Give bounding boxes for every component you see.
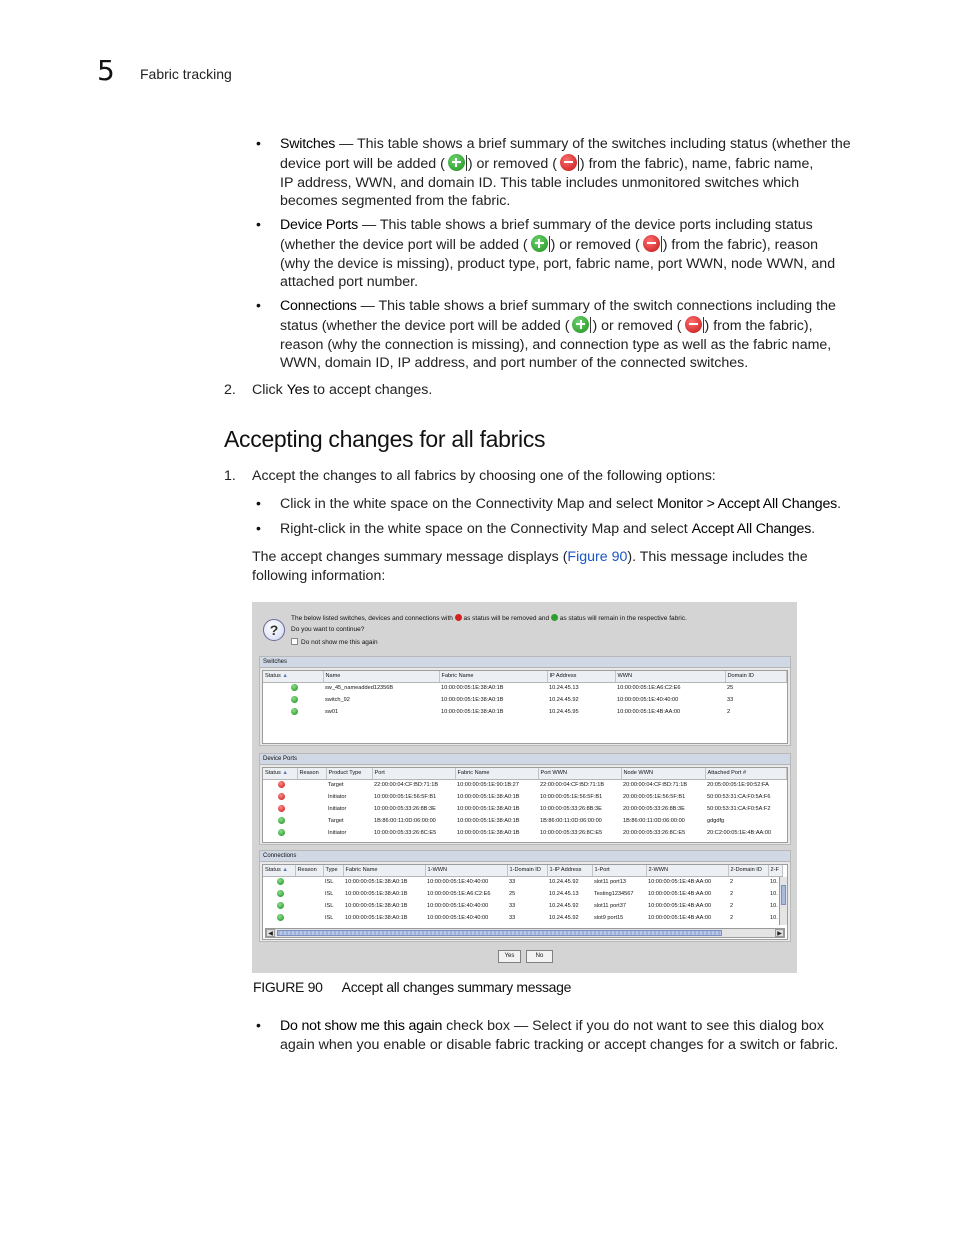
- bullet-line2-b: ) or removed (: [592, 317, 682, 334]
- table-row[interactable]: [263, 803, 787, 815]
- column-header[interactable]: [439, 671, 547, 682]
- table-cell: 10:00:00:05:1E:4B:AA:00: [648, 903, 712, 909]
- column-header[interactable]: [646, 865, 728, 876]
- table-cell: 20:C2:00:05:1E:4B:AA:00: [707, 830, 772, 836]
- table-cell: slot9 port15: [594, 915, 624, 921]
- dont-show-checkbox-label: Do not show me this again: [301, 639, 378, 646]
- table-cell: Initiator: [328, 830, 347, 836]
- table-cell: 20:05:00:05:1E:90:52:FA: [707, 782, 769, 789]
- column-header-label: Name: [325, 673, 341, 680]
- step-2-term: Yes: [286, 382, 310, 398]
- table-cell: 2: [730, 879, 734, 886]
- table-cell: ISL: [325, 879, 334, 886]
- table-cell: 33: [509, 915, 516, 921]
- figure-caption: [253, 979, 571, 995]
- column-header-label: 1-IP Address: [549, 867, 582, 874]
- column-header[interactable]: [263, 768, 297, 779]
- summary-line2: following information:: [252, 567, 386, 584]
- table-cell: 10:00:00:05:1E:38:A0:1B: [457, 830, 520, 836]
- table-cell: 2: [730, 903, 734, 909]
- column-header[interactable]: [547, 671, 615, 682]
- bullet-dot: •: [256, 520, 261, 536]
- table-cell: 10:00:00:05:1E:38:A0:1B: [441, 697, 504, 703]
- table-cell: Initiator: [328, 806, 347, 812]
- connections-panel-title: Connections: [260, 851, 790, 862]
- add-status-icon: [291, 696, 298, 703]
- table-cell: [295, 912, 323, 924]
- option-1-pre: Click in the white space on the Connectivity Map and select: [280, 496, 657, 512]
- bullet-line2-b: ) or removed (: [467, 155, 557, 172]
- option-1: [280, 495, 841, 514]
- bullet-line1: — This table shows a brief summary of the switches including status (whether the: [335, 136, 851, 152]
- table-cell: 10:00:00:05:1E:38:A0:1B: [441, 685, 504, 692]
- chapter-number: 5: [97, 54, 115, 87]
- remove-status-icon: [685, 316, 702, 333]
- bullet-line2-c: ) from the fabric),: [704, 317, 813, 334]
- table-cell: 22:00:00:04:CF:BD:71:1B: [374, 782, 439, 789]
- table-cell: 10:00:00:05:1E:4B:AA:00: [648, 879, 712, 886]
- bullet-line2-a: (whether the device port will be added (: [280, 236, 528, 253]
- icon-divider: [466, 155, 467, 171]
- switches-panel-title: Switches: [260, 657, 790, 668]
- table-cell: 10:00:00:05:1E:40:40:00: [617, 697, 679, 703]
- column-header-label: Status: [265, 867, 281, 874]
- table-cell: 20:00:00:05:33:26:8B:3E: [623, 806, 685, 812]
- figure-link[interactable]: Figure 90: [567, 549, 628, 565]
- column-header[interactable]: [768, 865, 783, 876]
- caption-label: FIGURE 90: [253, 979, 323, 995]
- table-row[interactable]: [263, 912, 783, 924]
- table-cell: 22:00:00:04:CF:BD:71:1B: [540, 782, 605, 789]
- sort-ascending-icon: ▲: [280, 770, 288, 777]
- column-header[interactable]: [728, 865, 768, 876]
- column-header[interactable]: [455, 768, 538, 779]
- table-cell: 2: [727, 709, 731, 715]
- bullet-dot: •: [256, 216, 261, 232]
- table-cell: 10:00:00:05:33:26:8B:3E: [374, 806, 436, 812]
- device-ports-grid: [263, 768, 787, 839]
- column-header[interactable]: [425, 865, 507, 876]
- add-status-icon: [278, 829, 285, 836]
- column-header[interactable]: [323, 865, 343, 876]
- step-2-pre: Click: [252, 382, 287, 398]
- table-cell: 10.: [770, 903, 778, 909]
- message-part-b: as status will be removed and: [461, 615, 551, 622]
- bullet-term: Device Ports: [280, 217, 359, 233]
- table-cell: 10:00:00:05:1E:4B:AA:00: [648, 891, 712, 897]
- column-header[interactable]: [507, 865, 547, 876]
- column-header-label: Reason: [299, 770, 319, 777]
- table-cell: 10.: [770, 915, 778, 921]
- bottom-bullet-term: Do not show me this again: [280, 1018, 443, 1034]
- table-cell: slot11 port13: [594, 879, 626, 886]
- table-cell: ISL: [325, 915, 334, 921]
- bullet-dot: •: [256, 1017, 261, 1033]
- dialog-question: Do you want to continue?: [291, 626, 365, 633]
- add-status-icon: [551, 614, 558, 621]
- column-header-label: Port: [374, 770, 385, 777]
- add-status-icon: [291, 684, 298, 691]
- table-cell: 10:00:00:05:33:26:8C:E5: [374, 830, 437, 836]
- table-cell: [297, 803, 326, 815]
- status-cell: [263, 803, 297, 815]
- column-header-label: Product Type: [328, 770, 362, 777]
- bottom-bullet: [280, 1017, 838, 1055]
- table-cell: 10.: [770, 891, 778, 897]
- column-header-label: Status: [265, 770, 281, 777]
- dont-show-checkbox[interactable]: [291, 638, 298, 645]
- table-cell: 2: [730, 891, 734, 897]
- table-cell: 10.24.45.92: [549, 879, 579, 886]
- vertical-scroll-thumb[interactable]: [781, 885, 786, 905]
- table-cell: Testing1234567: [594, 891, 634, 897]
- column-header-label: Reason: [297, 867, 317, 874]
- table-cell: 50:00:53:31:CA:F0:5A:F6: [707, 794, 771, 800]
- table-cell: slot11 port37: [594, 903, 626, 909]
- table-cell: [295, 876, 323, 888]
- table-cell: 10:00:00:05:33:26:8B:3E: [540, 806, 602, 812]
- column-header-label: Node WWN: [623, 770, 654, 777]
- add-status-icon: [291, 708, 298, 715]
- table-row[interactable]: [263, 900, 783, 912]
- column-header[interactable]: [326, 768, 372, 779]
- add-status-icon: [277, 902, 284, 909]
- table-cell: 1B:86:00:11:0D:06:00:00: [374, 818, 436, 824]
- add-status-icon: [531, 235, 548, 252]
- table-cell: 10:00:00:05:1E:38:A0:1B: [441, 709, 504, 715]
- bullet-line3: (why the device is missing), product type, port, fabric name, port WWN, node WWN, and: [280, 255, 836, 272]
- no-button[interactable]: No: [526, 950, 553, 963]
- table-row[interactable]: [263, 888, 783, 900]
- table-cell: 50:00:53:31:CA:F0:5A:F2: [707, 806, 771, 812]
- question-icon: ?: [263, 619, 285, 641]
- table-row[interactable]: [263, 791, 787, 803]
- top-bullet-item: [280, 216, 835, 292]
- table-cell: [295, 888, 323, 900]
- table-row[interactable]: [263, 779, 787, 791]
- table-cell: 10:00:00:05:1E:4B:AA:00: [617, 709, 681, 715]
- table-cell: 10:00:00:05:1E:38:A0:1B: [457, 818, 520, 824]
- switches-table: [262, 670, 788, 744]
- bullet-term: Connections: [280, 298, 357, 314]
- table-cell: [297, 827, 326, 839]
- sort-ascending-icon: ▲: [280, 673, 288, 680]
- column-header[interactable]: [592, 865, 646, 876]
- table-cell: 10.24.45.13: [549, 685, 579, 692]
- dont-show-checkbox-row[interactable]: [291, 637, 378, 648]
- column-header[interactable]: [343, 865, 425, 876]
- column-header-label: Attached Port #: [707, 770, 747, 777]
- scroll-left-arrow-icon[interactable]: ◀: [266, 929, 275, 937]
- horizontal-scroll-thumb[interactable]: [277, 930, 722, 936]
- figure-dialog-screenshot: [252, 602, 797, 973]
- bullet-line4: WWN, domain ID, IP address, and port number of the connected switches.: [280, 355, 749, 372]
- table-cell: [295, 900, 323, 912]
- column-header[interactable]: [538, 768, 621, 779]
- column-header-label: WWN: [617, 673, 633, 680]
- bullet-dot: •: [256, 297, 261, 313]
- table-cell: 2: [730, 915, 734, 921]
- table-cell: 10.24.45.92: [549, 697, 579, 703]
- table-row[interactable]: [263, 876, 783, 888]
- add-status-icon: [278, 817, 285, 824]
- option-2-post: .: [811, 521, 816, 537]
- column-header-label: IP Address: [549, 673, 577, 680]
- summary-pre: The accept changes summary message displays (: [252, 549, 568, 565]
- table-cell: 10:00:00:05:33:26:8C:E5: [540, 830, 603, 836]
- bullet-line2-b: ) or removed (: [550, 236, 640, 253]
- icon-divider: [703, 317, 704, 333]
- column-header[interactable]: [621, 768, 705, 779]
- table-cell: 10:00:00:05:1E:4B:AA:00: [648, 915, 712, 921]
- table-cell: 20:00:00:05:33:26:8C:E5: [623, 830, 686, 836]
- table-cell: 20:00:00:04:CF:BD:71:1B: [623, 782, 688, 789]
- table-cell: 10:00:00:05:1E:40:40:00: [427, 879, 489, 886]
- table-cell: 33: [727, 697, 734, 703]
- table-cell: Target: [328, 782, 344, 789]
- add-status-icon: [572, 316, 589, 333]
- table-cell: 10.24.45.92: [549, 915, 579, 921]
- table-cell: 10:00:00:05:1E:90:1B:27: [457, 782, 519, 789]
- device-ports-panel: [259, 753, 791, 845]
- table-cell: sw01: [325, 709, 339, 715]
- bullet-line4: attached port number.: [280, 274, 419, 291]
- connections-grid: [263, 865, 783, 924]
- table-cell: 10:00:00:05:1E:38:A0:1B: [457, 806, 520, 812]
- table-cell: 10:00:00:05:1E:40:40:00: [427, 915, 489, 921]
- dialog-message: [291, 613, 687, 648]
- table-cell: 10:00:00:05:1E:38:A0:1B: [345, 903, 408, 909]
- remove-status-icon: [455, 614, 462, 621]
- table-cell: 10:00:00:05:1E:40:40:00: [427, 903, 489, 909]
- bullet-line1: — This table shows a brief summary of the switch connections including the: [356, 298, 836, 314]
- bottom-bullet-line2: again when you enable or disable fabric tracking or accept changes for a switch or fabric.: [280, 1036, 839, 1053]
- column-header[interactable]: [372, 768, 455, 779]
- column-header[interactable]: [547, 865, 592, 876]
- bullet-dot: •: [256, 495, 261, 511]
- column-header[interactable]: [323, 671, 439, 682]
- table-cell: 10.: [770, 879, 778, 886]
- table-cell: 1B:86:00:11:0D:06:00:00: [540, 818, 602, 824]
- bullet-line2-a: device port will be added (: [280, 155, 445, 172]
- status-cell: [263, 912, 295, 924]
- column-header[interactable]: [725, 671, 787, 682]
- option-2: [280, 520, 815, 539]
- table-cell: 20:00:00:05:1E:56:5F:B1: [623, 794, 686, 800]
- status-cell: [263, 876, 295, 888]
- status-cell: [263, 694, 323, 706]
- column-header-label: Port WWN: [540, 770, 567, 777]
- bullet-line2-a: status (whether the device port will be added (: [280, 317, 570, 334]
- column-header-label: 1-Domain ID: [509, 867, 541, 874]
- remove-status-icon: [278, 805, 285, 812]
- table-cell: 1B:86:00:11:0D:06:00:00: [623, 818, 685, 824]
- remove-status-icon: [643, 235, 660, 252]
- message-part-a: The below listed switches, devices and connections with: [291, 615, 455, 622]
- connections-table: [262, 864, 788, 940]
- option-2-term: Accept All Changes: [691, 521, 812, 537]
- column-header[interactable]: [705, 768, 787, 779]
- table-cell: [297, 815, 326, 827]
- table-cell: 10.24.45.95: [549, 709, 579, 715]
- connections-horizontal-scrollbar[interactable]: [265, 928, 785, 938]
- table-cell: [297, 779, 326, 791]
- icon-divider: [661, 236, 662, 252]
- bullet-dot: •: [256, 135, 261, 151]
- column-header[interactable]: [297, 768, 326, 779]
- table-cell: switch_92: [325, 697, 350, 703]
- column-header[interactable]: [295, 865, 323, 876]
- table-cell: 25: [727, 685, 734, 692]
- yes-button[interactable]: Yes: [498, 950, 521, 963]
- bullet-line2-c: ) from the fabric), reason: [662, 236, 819, 253]
- top-bullet-item: [280, 297, 836, 373]
- table-cell: 10:00:00:05:1E:38:A0:1B: [345, 891, 408, 897]
- column-header[interactable]: [615, 671, 725, 682]
- column-header-label: 2-F: [770, 867, 779, 874]
- column-header-label: Fabric Name: [441, 673, 474, 680]
- chapter-title: Fabric tracking: [140, 66, 232, 82]
- table-cell: 33: [509, 903, 516, 909]
- table-cell: Target: [328, 818, 344, 824]
- table-cell: Initiator: [328, 794, 347, 800]
- remove-status-icon: [278, 793, 285, 800]
- table-cell: ISL: [325, 891, 334, 897]
- caption-text: Accept all changes summary message: [341, 979, 572, 995]
- bullet-term: Switches: [280, 136, 336, 152]
- table-cell: sw_45_nameadded12356B: [325, 685, 394, 692]
- connections-panel: [259, 850, 791, 942]
- status-cell: [263, 815, 297, 827]
- column-header-label: Fabric Name: [345, 867, 378, 874]
- table-cell: 10:00:00:05:1E:56:5F:B1: [374, 794, 437, 800]
- table-cell: 33: [509, 879, 516, 886]
- table-cell: 10:00:00:05:1E:38:A0:1B: [457, 794, 520, 800]
- table-cell: 10:00:00:05:1E:A6:C2:E6: [427, 891, 491, 897]
- add-status-icon: [277, 914, 284, 921]
- column-header-label: 2-Domain ID: [730, 867, 762, 874]
- column-header-label: Type: [325, 867, 338, 874]
- bullet-line1: — This table shows a brief summary of the device ports including status: [358, 217, 813, 233]
- option-1-term: Monitor > Accept All Changes: [656, 496, 838, 512]
- switches-panel: [259, 656, 791, 746]
- table-cell: 10:00:00:05:1E:A6:C2:E6: [617, 685, 681, 692]
- icon-divider: [578, 155, 579, 171]
- remove-status-icon: [278, 781, 285, 788]
- option-2-pre: Right-click in the white space on the Connectivity Map and select: [280, 521, 692, 537]
- table-row[interactable]: [263, 682, 787, 694]
- add-status-icon: [277, 890, 284, 897]
- bullet-line3: IP address, WWN, and domain ID. This table includes unmonitored switches which: [280, 174, 800, 191]
- table-cell: ISL: [325, 903, 334, 909]
- table-cell: 10:00:00:05:1E:38:A0:1B: [345, 879, 408, 886]
- column-header-label: 2-WWN: [648, 867, 669, 874]
- section-title: Accepting changes for all fabrics: [224, 426, 546, 452]
- table-row[interactable]: [263, 706, 787, 718]
- icon-divider: [549, 236, 550, 252]
- bullet-line3: reason (why the connection is missing), and connection type as well as the fabric name,: [280, 336, 832, 353]
- add-status-icon: [448, 154, 465, 171]
- column-header-label: 1-WWN: [427, 867, 448, 874]
- step-2-number: 2.: [224, 382, 236, 398]
- status-cell: [263, 706, 323, 718]
- status-cell: [263, 682, 323, 694]
- table-cell: [297, 791, 326, 803]
- bullet-line4: becomes segmented from the fabric.: [280, 193, 511, 210]
- table-row[interactable]: [263, 827, 787, 839]
- device-ports-panel-title: Device Ports: [260, 754, 790, 765]
- table-cell: 10.24.45.13: [549, 891, 579, 897]
- step-1-text: Accept the changes to all fabrics by choosing one of the following options:: [252, 468, 716, 484]
- column-header-label: Domain ID: [727, 673, 754, 680]
- column-header[interactable]: [263, 865, 295, 876]
- status-cell: [263, 779, 297, 791]
- option-1-post: .: [837, 496, 842, 512]
- switches-grid: [263, 671, 787, 718]
- table-row[interactable]: [263, 815, 787, 827]
- remove-status-icon: [560, 154, 577, 171]
- bullet-line2-c: ) from the fabric), name, fabric name,: [579, 155, 814, 172]
- table-cell: 25: [509, 891, 516, 897]
- add-status-icon: [277, 878, 284, 885]
- status-cell: [263, 900, 295, 912]
- device-ports-table: [262, 767, 788, 843]
- column-header-label: Status: [265, 673, 281, 680]
- summary-paragraph: [252, 548, 808, 586]
- table-cell: gdgdfg: [707, 818, 725, 824]
- step-2-text: [252, 381, 432, 400]
- table-row[interactable]: [263, 694, 787, 706]
- top-bullet-item: [280, 135, 851, 211]
- step-2-post: to accept changes.: [309, 382, 433, 398]
- column-header-label: Fabric Name: [457, 770, 490, 777]
- table-cell: 10:00:00:05:1E:38:A0:1B: [345, 915, 408, 921]
- message-part-c: as status will remain in the respective fabric.: [557, 615, 687, 622]
- bottom-bullet-line1: check box — Select if you do not want to see this dialog box: [442, 1018, 824, 1034]
- summary-post: ). This message includes the: [627, 549, 808, 565]
- connections-vertical-scrollbar[interactable]: [779, 877, 787, 925]
- status-cell: [263, 888, 295, 900]
- column-header[interactable]: [263, 671, 323, 682]
- column-header-label: 1-Port: [594, 867, 610, 874]
- table-cell: 10.24.45.92: [549, 903, 579, 909]
- sort-ascending-icon: ▲: [280, 867, 288, 874]
- scroll-right-arrow-icon[interactable]: ▶: [775, 929, 784, 937]
- step-1-number: 1.: [224, 468, 236, 484]
- table-cell: 10:00:00:05:1E:56:5F:B1: [540, 794, 603, 800]
- status-cell: [263, 827, 297, 839]
- status-cell: [263, 791, 297, 803]
